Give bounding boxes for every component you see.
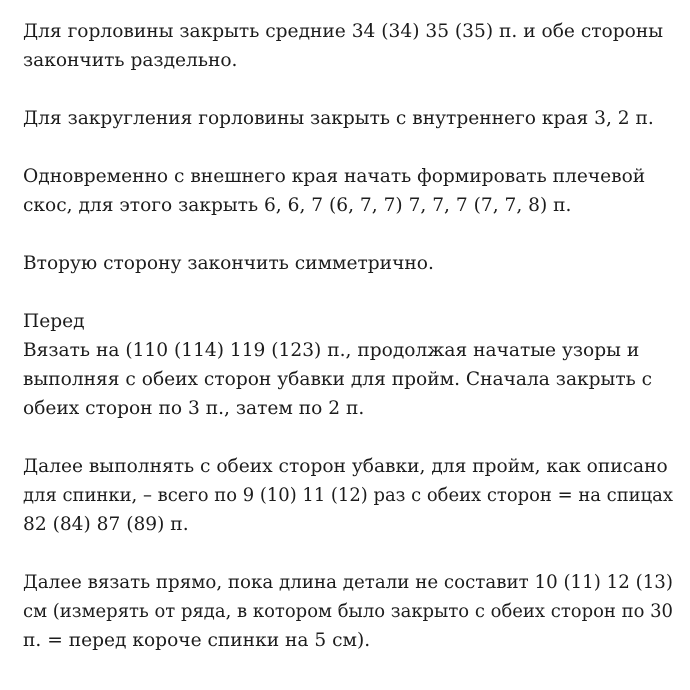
text-line: Одновременно с внешнего края начать формировать плечевой [23,166,646,187]
text-line: выполняя с обеих сторон убавки для пройм. Сначала закрыть с [23,369,653,390]
text-line: для спинки, – всего по 9 (10) 11 (12) раз с обеих сторон = на спицах [23,485,673,506]
text-line: Вязать на (110 (114) 119 (123) п., продолжая начатые узоры и [23,340,640,361]
text-line: Далее вязать прямо, пока длина детали не составит 10 (11) 12 (13) [23,572,673,593]
text-line: Для горловины закрыть средние 34 (34) 35 (35) п. и обе стороны [23,21,664,42]
text-line: закончить раздельно. [23,50,238,71]
text-line: скос, для этого закрыть 6, 6, 7 (6, 7, 7) 7, 7, 7 (7, 7, 8) п. [23,195,572,216]
text-line: п. = перед короче спинки на 5 см). [23,630,371,651]
text-line: Вторую сторону закончить симметрично. [23,253,434,274]
paragraph-second-side [23,249,673,278]
paragraph-neckline [23,17,673,75]
text-line: см (измерять от ряда, в котором было закрыто с обеих сторон по 30 [23,601,673,622]
document-page [23,17,673,655]
text-line: 82 (84) 87 (89) п. [23,514,189,535]
paragraph-knit-straight [23,568,673,655]
section-heading-front: Перед [23,311,85,332]
paragraph-armhole-decreases [23,452,673,539]
text-line: Для закругления горловины закрыть с внутреннего края 3, 2 п. [23,108,654,129]
paragraph-shoulder-slope [23,162,673,220]
text-line: Далее выполнять с обеих сторон убавки, для пройм, как описано [23,456,668,477]
text-line: обеих сторон по 3 п., затем по 2 п. [23,398,365,419]
paragraph-front [23,307,673,423]
paragraph-neckline-rounding [23,104,673,133]
